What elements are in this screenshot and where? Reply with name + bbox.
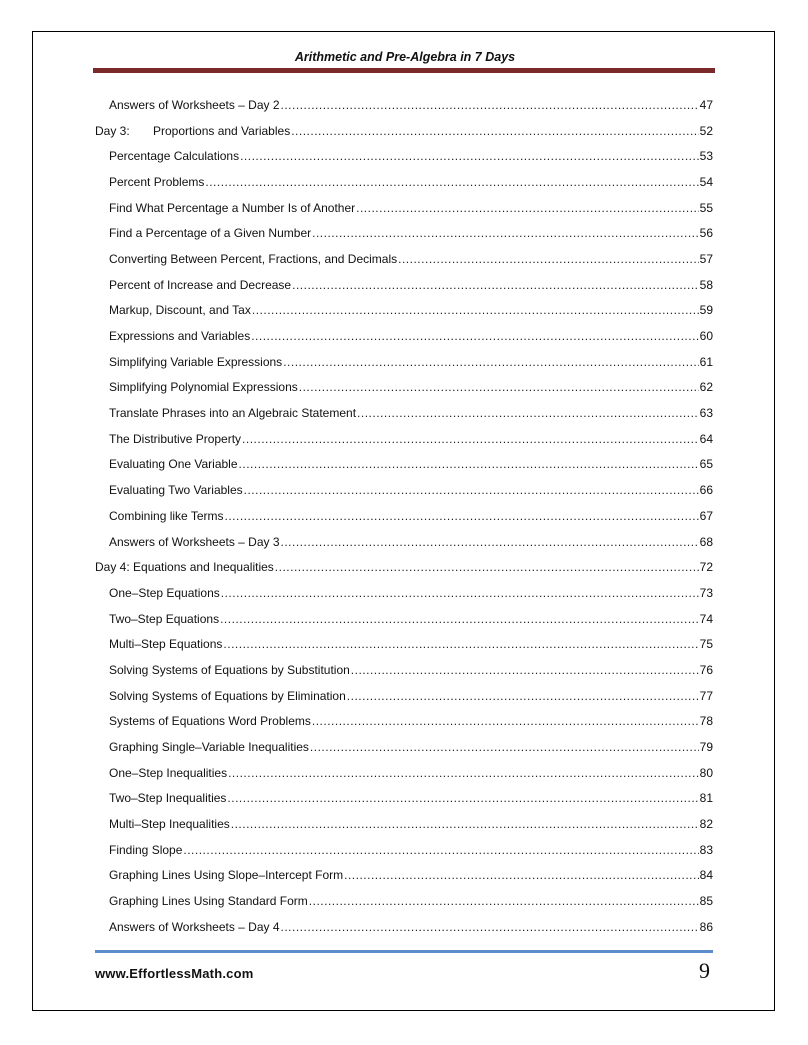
toc-entry[interactable]	[95, 760, 713, 786]
toc-entry[interactable]	[95, 837, 713, 863]
toc-dot-leader	[239, 457, 699, 471]
toc-entry-title: Answers of Worksheets – Day 2	[109, 97, 280, 112]
toc-entry-title: Finding Slope	[109, 842, 183, 857]
toc-entry[interactable]	[95, 323, 713, 349]
toc-chapter-entry[interactable]	[95, 118, 713, 144]
toc-entry[interactable]	[95, 195, 713, 221]
toc-entry-page: 73	[699, 585, 713, 600]
toc-entry-page: 63	[699, 406, 713, 421]
toc-entry-page: 72	[699, 560, 713, 575]
footer-rule	[95, 950, 713, 953]
toc-dot-leader	[220, 612, 699, 626]
toc-dot-leader	[183, 843, 698, 857]
toc-entry-title: Day 4: Equations and Inequalities	[95, 560, 274, 575]
toc-entry-title: Find What Percentage a Number Is of Another	[109, 200, 356, 215]
toc-entry-title: Graphing Single–Variable Inequalities	[109, 740, 309, 755]
toc-entry-page: 86	[699, 919, 713, 934]
toc-entry-title: One–Step Inequalities	[109, 765, 228, 780]
running-header-title: Arithmetic and Pre-Algebra in 7 Days	[294, 50, 516, 64]
toc-entry[interactable]	[95, 426, 713, 452]
toc-dot-leader	[223, 637, 698, 651]
toc-dot-leader	[275, 560, 699, 574]
toc-entry-title: Simplifying Variable Expressions	[109, 354, 283, 369]
toc-entry[interactable]	[95, 683, 713, 709]
toc-entry[interactable]	[95, 272, 713, 298]
toc-entry[interactable]	[95, 220, 713, 246]
toc-entry-title: Graphing Lines Using Slope–Intercept Form	[109, 868, 344, 883]
toc-entry-title: Percentage Calculations	[109, 149, 240, 164]
toc-entry[interactable]	[95, 580, 713, 606]
toc-chapter-label: Day 3:	[95, 123, 130, 138]
toc-entry[interactable]	[95, 375, 713, 401]
footer-website-link[interactable]: www.EffortlessMath.com	[95, 966, 254, 981]
toc-dot-leader	[242, 432, 699, 446]
toc-entry-title: Combining like Terms	[109, 508, 224, 523]
toc-entry-page: 79	[699, 740, 713, 755]
toc-dot-leader	[240, 149, 699, 163]
toc-entry-title: Markup, Discount, and Tax	[109, 303, 251, 318]
toc-dot-leader	[244, 483, 699, 497]
toc-entry-page: 82	[699, 817, 713, 832]
toc-dot-leader	[312, 226, 699, 240]
toc-dot-leader	[251, 329, 698, 343]
toc-entry[interactable]	[95, 349, 713, 375]
toc-entry-page: 60	[699, 329, 713, 344]
toc-entry-page: 76	[699, 662, 713, 677]
toc-entry-title: Graphing Lines Using Standard Form	[109, 894, 308, 909]
toc-entry-title: Translate Phrases into an Algebraic Statement	[109, 406, 357, 421]
toc-entry-title: Evaluating Two Variables	[109, 483, 243, 498]
page-number: 9	[699, 958, 710, 983]
toc-entry-page: 61	[699, 354, 713, 369]
toc-dot-leader	[281, 535, 699, 549]
toc-entry-page: 74	[699, 611, 713, 626]
toc-dot-leader	[310, 740, 699, 754]
toc-entry[interactable]	[95, 452, 713, 478]
toc-entry-title: Simplifying Polynomial Expressions	[109, 380, 298, 395]
toc-entry-title: Expressions and Variables	[109, 329, 251, 344]
toc-chapter-title: Proportions and Variables	[153, 123, 291, 138]
toc-dot-leader	[351, 663, 699, 677]
toc-dot-leader	[292, 278, 699, 292]
toc-entry-title: Two–Step Inequalities	[109, 791, 227, 806]
toc-entry-title: Multi–Step Equations	[109, 637, 223, 652]
toc-entry-page: 80	[699, 765, 713, 780]
toc-dot-leader	[281, 920, 699, 934]
toc-entry-title: Converting Between Percent, Fractions, and Decimals	[109, 251, 398, 266]
toc-entry-page: 54	[699, 174, 713, 189]
toc-entry-page: 64	[699, 431, 713, 446]
toc-dot-leader	[357, 406, 699, 420]
toc-entry-page: 62	[699, 380, 713, 395]
toc-entry-page: 65	[699, 457, 713, 472]
toc-entry-page: 68	[699, 534, 713, 549]
toc-entry-page: 84	[699, 868, 713, 883]
toc-chapter-entry[interactable]	[95, 554, 713, 580]
toc-entry[interactable]	[95, 709, 713, 735]
toc-entry[interactable]	[95, 529, 713, 555]
toc-entry[interactable]	[95, 863, 713, 889]
toc-entry-page: 85	[699, 894, 713, 909]
toc-entry-page: 67	[699, 508, 713, 523]
toc-entry-title: Multi–Step Inequalities	[109, 817, 230, 832]
toc-entry-page: 81	[699, 791, 713, 806]
toc-entry[interactable]	[95, 298, 713, 324]
toc-dot-leader	[309, 894, 699, 908]
header-rule	[93, 68, 715, 73]
toc-entry-page: 75	[699, 637, 713, 652]
toc-entry-page: 59	[699, 303, 713, 318]
table-of-contents	[95, 92, 713, 940]
toc-entry-title: Solving Systems of Equations by Elimination	[109, 688, 346, 703]
toc-entry[interactable]	[95, 786, 713, 812]
toc-dot-leader	[231, 817, 699, 831]
toc-entry-page: 57	[699, 251, 713, 266]
toc-entry-page: 83	[699, 842, 713, 857]
toc-entry-title: One–Step Equations	[109, 585, 220, 600]
toc-dot-leader	[398, 252, 699, 266]
toc-entry[interactable]	[95, 400, 713, 426]
toc-entry-title: Systems of Equations Word Problems	[109, 714, 311, 729]
toc-entry[interactable]	[95, 477, 713, 503]
toc-dot-leader	[344, 868, 699, 882]
toc-entry-page: 78	[699, 714, 713, 729]
toc-entry-page: 56	[699, 226, 713, 241]
toc-dot-leader	[347, 689, 699, 703]
toc-dot-leader	[227, 791, 698, 805]
toc-dot-leader	[228, 766, 699, 780]
toc-dot-leader	[283, 355, 698, 369]
toc-dot-leader	[299, 380, 699, 394]
toc-dot-leader	[281, 98, 699, 112]
toc-dot-leader	[312, 714, 699, 728]
toc-entry[interactable]	[95, 169, 713, 195]
toc-entry[interactable]	[95, 914, 713, 940]
toc-entry[interactable]	[95, 734, 713, 760]
toc-entry[interactable]	[95, 606, 713, 632]
toc-entry-title: Evaluating One Variable	[109, 457, 238, 472]
toc-entry-page: 52	[699, 123, 713, 138]
toc-entry[interactable]	[95, 92, 713, 118]
toc-entry[interactable]	[95, 631, 713, 657]
toc-entry[interactable]	[95, 503, 713, 529]
toc-entry[interactable]	[95, 888, 713, 914]
toc-dot-leader	[221, 586, 699, 600]
toc-entry[interactable]	[95, 143, 713, 169]
toc-dot-leader	[291, 124, 698, 138]
toc-entry[interactable]	[95, 246, 713, 272]
toc-entry-page: 77	[699, 688, 713, 703]
toc-entry-title: Answers of Worksheets – Day 3	[109, 534, 280, 549]
toc-entry[interactable]	[95, 657, 713, 683]
toc-entry-title	[95, 124, 291, 138]
toc-entry-title: Solving Systems of Equations by Substitution	[109, 662, 350, 677]
toc-entry-page: 66	[699, 483, 713, 498]
toc-entry-title: Two–Step Equations	[109, 611, 220, 626]
toc-entry-title: Percent Problems	[109, 174, 205, 189]
toc-dot-leader	[252, 303, 699, 317]
toc-dot-leader	[225, 509, 699, 523]
toc-entry-title: Percent of Increase and Decrease	[109, 277, 292, 292]
toc-entry-title: Answers of Worksheets – Day 4	[109, 919, 280, 934]
toc-entry-page: 55	[699, 200, 713, 215]
toc-entry-title: Find a Percentage of a Given Number	[109, 226, 312, 241]
toc-entry-title: The Distributive Property	[109, 431, 242, 446]
toc-entry-page: 53	[699, 149, 713, 164]
toc-dot-leader	[356, 201, 699, 215]
toc-entry-page: 47	[699, 97, 713, 112]
toc-entry[interactable]	[95, 811, 713, 837]
toc-dot-leader	[205, 175, 698, 189]
toc-entry-page: 58	[699, 277, 713, 292]
